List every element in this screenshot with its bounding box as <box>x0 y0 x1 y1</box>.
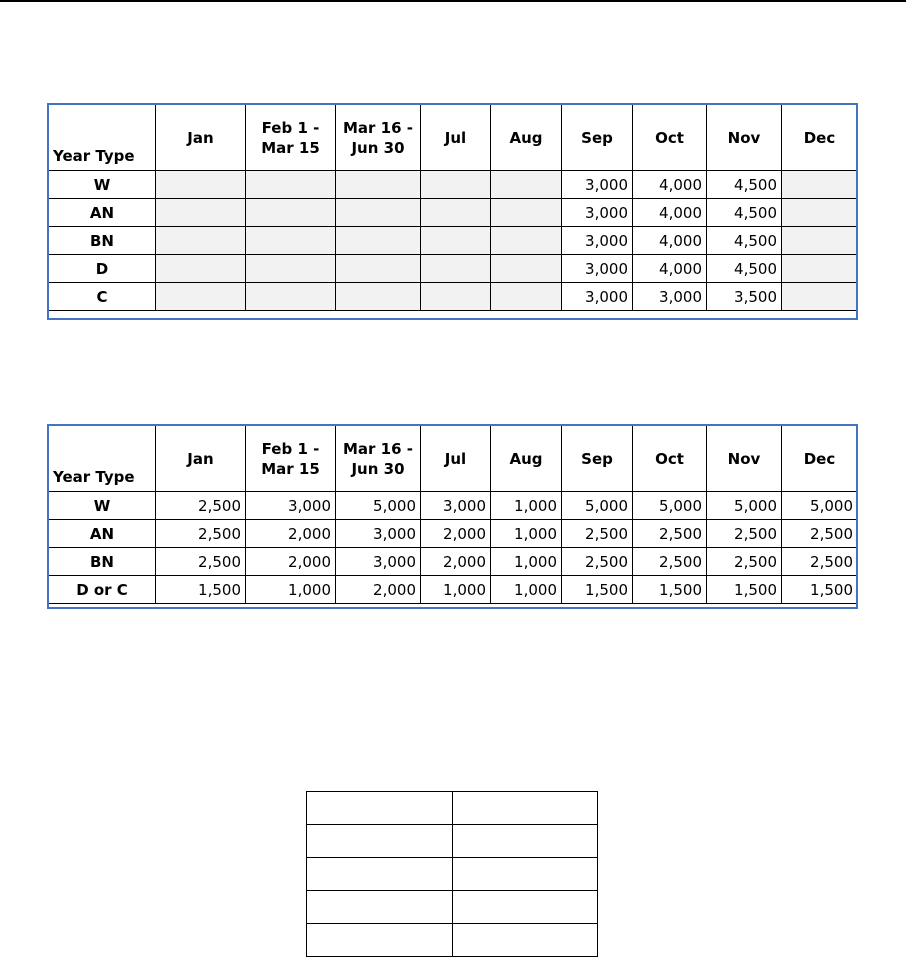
value-cell <box>246 283 336 311</box>
value-cell: 2,500 <box>707 520 782 548</box>
column-header: Mar 16 - Jun 30 <box>336 426 421 492</box>
year-type-cell: AN <box>49 520 156 548</box>
value-cell <box>336 199 421 227</box>
column-header: Dec <box>782 105 858 171</box>
table-row <box>49 171 858 199</box>
table-cell <box>307 792 453 825</box>
value-cell: 2,000 <box>336 576 421 604</box>
value-cell: 2,000 <box>421 520 491 548</box>
value-cell: 3,000 <box>336 548 421 576</box>
value-cell <box>421 255 491 283</box>
value-cell <box>491 227 562 255</box>
value-cell: 1,000 <box>246 576 336 604</box>
value-cell: 3,000 <box>562 199 633 227</box>
column-header: Jul <box>421 426 491 492</box>
table-cell <box>307 891 453 924</box>
value-cell <box>336 283 421 311</box>
value-cell <box>421 227 491 255</box>
value-cell: 2,500 <box>156 492 246 520</box>
year-type-cell: C <box>49 283 156 311</box>
value-cell: 2,500 <box>562 520 633 548</box>
column-header-year-type: Year Type <box>49 105 156 171</box>
table-row <box>307 924 598 957</box>
value-cell <box>491 283 562 311</box>
value-cell: 1,000 <box>491 548 562 576</box>
table-row <box>307 891 598 924</box>
value-cell: 5,000 <box>562 492 633 520</box>
value-cell <box>782 283 858 311</box>
value-cell: 1,000 <box>491 576 562 604</box>
value-cell: 4,000 <box>633 199 707 227</box>
table-row <box>49 492 858 520</box>
table-header-row <box>49 426 858 492</box>
column-header: Oct <box>633 105 707 171</box>
value-cell <box>246 227 336 255</box>
column-header: Aug <box>491 105 562 171</box>
column-header: Oct <box>633 426 707 492</box>
table-cell <box>452 891 598 924</box>
column-header: Sep <box>562 105 633 171</box>
value-cell <box>336 227 421 255</box>
empty-grid-table <box>306 791 598 957</box>
column-header: Aug <box>491 426 562 492</box>
value-cell: 4,000 <box>633 227 707 255</box>
value-cell: 5,000 <box>782 492 858 520</box>
table-row <box>49 227 858 255</box>
value-cell: 5,000 <box>336 492 421 520</box>
table-row <box>49 548 858 576</box>
value-cell: 3,500 <box>707 283 782 311</box>
value-cell: 4,500 <box>707 199 782 227</box>
value-cell: 2,500 <box>633 548 707 576</box>
value-cell: 3,000 <box>562 283 633 311</box>
table-cell <box>307 924 453 957</box>
top-rule <box>0 0 906 2</box>
column-header: Feb 1 - Mar 15 <box>246 105 336 171</box>
table-row <box>307 825 598 858</box>
column-header: Dec <box>782 426 858 492</box>
value-cell: 2,000 <box>421 548 491 576</box>
value-cell <box>156 255 246 283</box>
table-cell <box>307 825 453 858</box>
value-cell: 1,000 <box>491 492 562 520</box>
table-row <box>49 576 858 604</box>
column-header: Sep <box>562 426 633 492</box>
value-cell <box>491 255 562 283</box>
table-row <box>49 255 858 283</box>
value-cell: 2,500 <box>562 548 633 576</box>
year-type-cell: D <box>49 255 156 283</box>
value-cell: 5,000 <box>707 492 782 520</box>
table-cell <box>452 924 598 957</box>
column-header: Jul <box>421 105 491 171</box>
value-cell: 2,000 <box>246 548 336 576</box>
value-cell: 1,500 <box>562 576 633 604</box>
year-type-cell: D or C <box>49 576 156 604</box>
value-cell: 2,500 <box>633 520 707 548</box>
column-header: Jan <box>156 426 246 492</box>
value-cell: 3,000 <box>562 171 633 199</box>
value-cell <box>246 255 336 283</box>
table-row <box>307 792 598 825</box>
value-cell <box>156 199 246 227</box>
value-cell: 2,500 <box>707 548 782 576</box>
value-cell: 3,000 <box>246 492 336 520</box>
value-cell <box>156 283 246 311</box>
column-header: Nov <box>707 105 782 171</box>
column-header: Nov <box>707 426 782 492</box>
value-cell <box>421 199 491 227</box>
value-cell: 4,000 <box>633 255 707 283</box>
table-row <box>49 283 858 311</box>
value-cell <box>156 171 246 199</box>
value-cell <box>156 227 246 255</box>
value-cell: 1,500 <box>707 576 782 604</box>
value-cell: 4,500 <box>707 227 782 255</box>
table-row <box>307 858 598 891</box>
value-cell: 1,000 <box>491 520 562 548</box>
table-cell <box>452 825 598 858</box>
value-cell: 3,000 <box>562 227 633 255</box>
value-cell: 4,500 <box>707 171 782 199</box>
column-header-year-type: Year Type <box>49 426 156 492</box>
value-cell: 3,000 <box>421 492 491 520</box>
value-cell <box>246 199 336 227</box>
column-header: Jan <box>156 105 246 171</box>
year-type-cell: W <box>49 492 156 520</box>
column-header: Mar 16 - Jun 30 <box>336 105 421 171</box>
value-cell <box>782 171 858 199</box>
value-cell <box>421 171 491 199</box>
value-cell <box>336 171 421 199</box>
year-type-cell: BN <box>49 548 156 576</box>
flow-table-2 <box>48 425 858 604</box>
value-cell <box>782 255 858 283</box>
value-cell <box>336 255 421 283</box>
value-cell: 5,000 <box>633 492 707 520</box>
year-type-cell: W <box>49 171 156 199</box>
value-cell: 3,000 <box>633 283 707 311</box>
table-cell <box>452 858 598 891</box>
value-cell <box>246 171 336 199</box>
table-row <box>49 520 858 548</box>
value-cell: 2,000 <box>246 520 336 548</box>
value-cell: 2,500 <box>782 548 858 576</box>
value-cell <box>782 227 858 255</box>
year-type-cell: AN <box>49 199 156 227</box>
table-cell <box>307 858 453 891</box>
value-cell <box>782 199 858 227</box>
value-cell: 2,500 <box>782 520 858 548</box>
table-row <box>49 199 858 227</box>
value-cell: 1,500 <box>156 576 246 604</box>
value-cell: 1,500 <box>633 576 707 604</box>
column-header: Feb 1 - Mar 15 <box>246 426 336 492</box>
table-header-row <box>49 105 858 171</box>
flow-table-1 <box>48 104 858 311</box>
table-cell <box>452 792 598 825</box>
value-cell: 1,000 <box>421 576 491 604</box>
value-cell: 1,500 <box>782 576 858 604</box>
value-cell <box>491 171 562 199</box>
value-cell: 2,500 <box>156 520 246 548</box>
value-cell: 4,500 <box>707 255 782 283</box>
value-cell: 3,000 <box>336 520 421 548</box>
year-type-cell: BN <box>49 227 156 255</box>
value-cell: 4,000 <box>633 171 707 199</box>
value-cell <box>491 199 562 227</box>
value-cell <box>421 283 491 311</box>
value-cell: 3,000 <box>562 255 633 283</box>
value-cell: 2,500 <box>156 548 246 576</box>
